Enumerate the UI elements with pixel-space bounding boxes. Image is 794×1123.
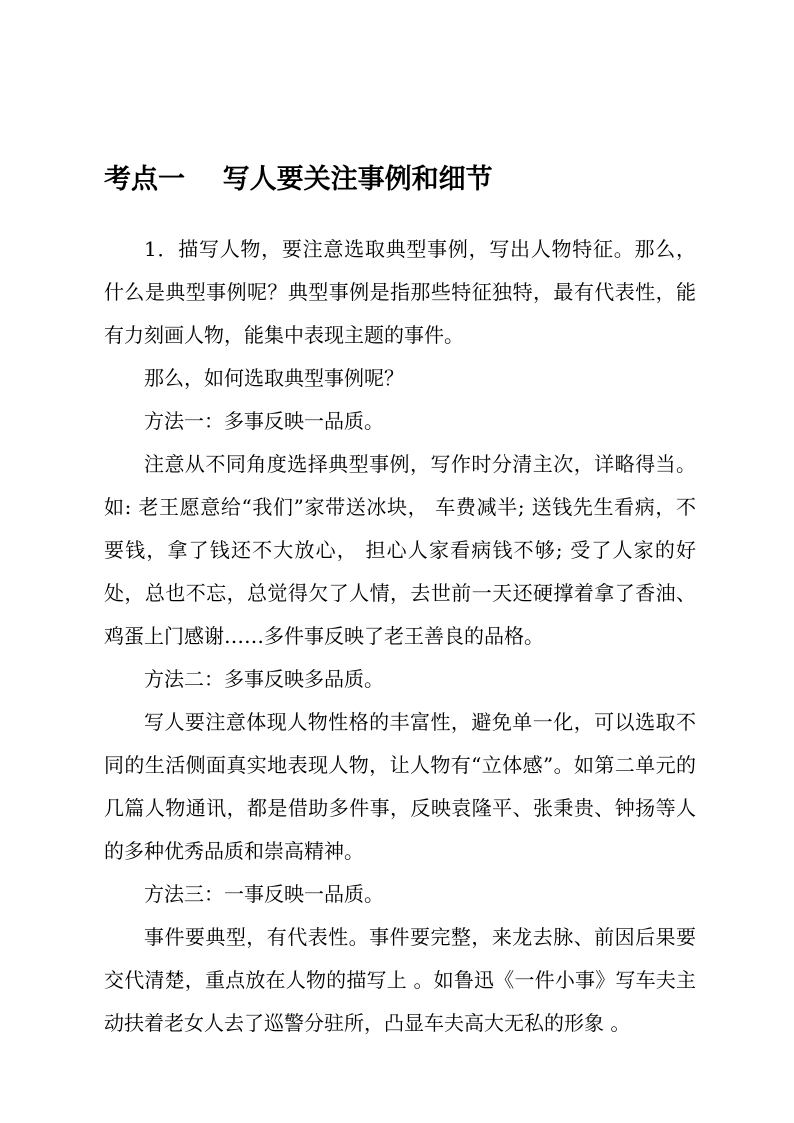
method-three-heading: 方法三：一事反映一品质。 [144, 882, 384, 906]
method-one-heading: 方法一：多事反映一品质。 [144, 409, 384, 433]
paragraph-typical-events-definition: 1．描写人物，要注意选取典型事例，写出人物特征。那么，什么是典型事例呢？典型事例是指那些特征独特，最有代表性，能有力刻画人物，能集中表现主题的事件。 [104, 237, 696, 347]
section-title: 考点一 写人要关注事例和细节 [104, 164, 493, 195]
method-two-heading: 方法二：多事反映多品质。 [144, 667, 384, 691]
paragraph-method-three-example: 事件要典型，有代表性。事件要完整，来龙去脉、前因后果要交代清楚，重点放在人物的描写上 。如鲁迅《一件小事》写车夫主动扶着老女人去了巡警分驻所，凸显车夫高大无私的形象 。 [104, 925, 696, 1035]
paragraph-method-two-example: 写人要注意体现人物性格的丰富性，避免单一化，可以选取不同的生活侧面真实地表现人物，让人物有“立体感”。如第二单元的几篇人物通讯，都是借助多件事，反映袁隆平、张秉贵、钟扬等人的多种优秀品质和崇高精神。 [104, 710, 696, 863]
paragraph-method-one-example: 注意从不同角度选择典型事例，写作时分清主次，详略得当。如: 老王愿意给“我们”家带送冰块， 车费减半; 送钱先生看病，不要钱，拿了钱还不大放心， 担心人家看病钱不够; 受了人家的好处，总也不忘，总觉得欠了人情，去世前一天还硬撑着拿了香油、鸡蛋上门感谢……多件事反映了老王善良的品格。 [104, 452, 696, 648]
body-text [104, 228, 696, 1045]
paragraph-how-to-choose: 那么，如何选取典型事例呢？ [144, 366, 404, 390]
